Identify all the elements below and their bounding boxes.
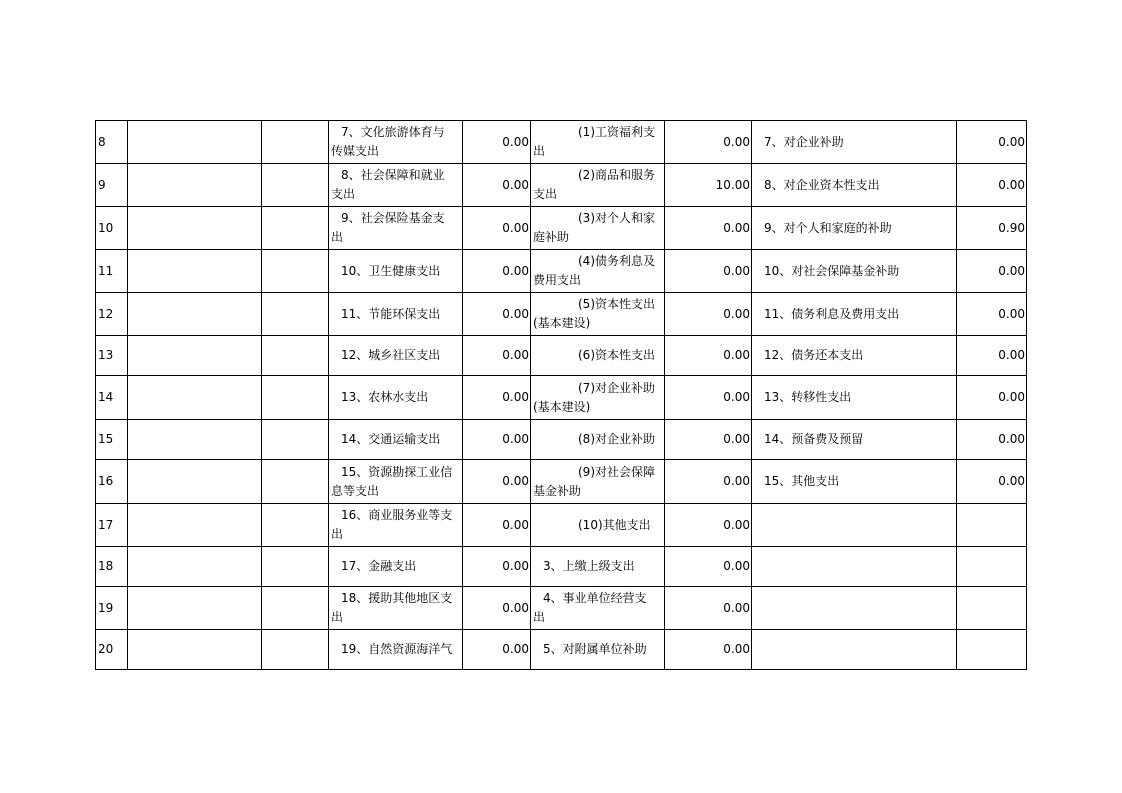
row-number: 12 <box>98 306 114 321</box>
row-number-cell <box>96 250 128 293</box>
row-number: 19 <box>98 600 114 615</box>
economic-value-cell: 0.00 <box>665 293 752 336</box>
expense-category-line1: 14、交通运输支出 <box>341 432 441 446</box>
empty-cell <box>262 336 329 376</box>
economic-value-cell: 0.00 <box>665 504 752 547</box>
economic-category-line2: 出 <box>533 144 546 158</box>
subsidy-category-cell: 8、对企业资本性支出 <box>752 164 957 207</box>
row-number-cell <box>96 376 128 420</box>
expense-value-cell: 0.00 <box>463 336 531 376</box>
economic-category-line2: (基本建设) <box>533 399 591 414</box>
expense-value-cell: 0.00 <box>463 376 531 420</box>
empty-cell <box>262 420 329 460</box>
subsidy-value-cell <box>957 547 1027 587</box>
expense-category-line1: 16、商业服务业等支 <box>341 508 453 522</box>
subsidy-value-cell: 0.90 <box>957 207 1027 250</box>
expense-category-line1: 9、社会保险基金支 <box>341 211 445 225</box>
expense-category-line1: 15、资源勘探工业信 <box>341 464 453 479</box>
expense-category-cell <box>329 376 463 420</box>
row-number-cell <box>96 587 128 630</box>
economic-category-cell <box>531 207 665 250</box>
subsidy-category-cell <box>752 547 957 587</box>
empty-cell <box>128 250 262 293</box>
expense-category-line2: 出 <box>331 230 344 244</box>
empty-cell <box>128 336 262 376</box>
expense-value-cell: 0.00 <box>463 164 531 207</box>
expense-category-cell <box>329 293 463 336</box>
row-number-cell <box>96 121 128 164</box>
expense-value-cell: 0.00 <box>463 420 531 460</box>
expense-category-cell <box>329 504 463 547</box>
economic-category-cell <box>531 504 665 547</box>
subsidy-value-cell: 0.00 <box>957 420 1027 460</box>
economic-value-cell: 0.00 <box>665 420 752 460</box>
expense-category-cell <box>329 121 463 164</box>
subsidy-value-cell: 0.00 <box>957 121 1027 164</box>
expense-category-cell <box>329 336 463 376</box>
economic-category-line1: 4、事业单位经营支 <box>543 591 647 605</box>
expense-category-cell <box>329 630 463 670</box>
subsidy-category-cell: 11、债务利息及费用支出 <box>752 293 957 336</box>
empty-cell <box>128 293 262 336</box>
empty-cell <box>262 587 329 630</box>
empty-cell <box>128 587 262 630</box>
economic-category-cell <box>531 336 665 376</box>
empty-cell <box>262 547 329 587</box>
subsidy-category-cell: 13、转移性支出 <box>752 376 957 420</box>
expense-category-line1: 10、卫生健康支出 <box>341 263 441 278</box>
economic-category-line1: (9)对社会保障 <box>578 464 655 479</box>
empty-cell <box>262 460 329 504</box>
table-body <box>96 121 1027 670</box>
subsidy-category-cell <box>752 504 957 547</box>
subsidy-value-cell: 0.00 <box>957 164 1027 207</box>
economic-category-cell <box>531 547 665 587</box>
expense-category-cell <box>329 250 463 293</box>
row-number: 15 <box>98 432 114 446</box>
economic-category-cell <box>531 293 665 336</box>
table-row <box>96 460 1027 504</box>
table-row <box>96 336 1027 376</box>
empty-cell <box>262 121 329 164</box>
table-row <box>96 547 1027 587</box>
economic-value-cell: 0.00 <box>665 460 752 504</box>
empty-cell <box>262 293 329 336</box>
expense-category-cell <box>329 547 463 587</box>
subsidy-value-cell <box>957 587 1027 630</box>
subsidy-category-cell <box>752 630 957 670</box>
economic-value-cell: 0.00 <box>665 121 752 164</box>
row-number: 17 <box>98 517 114 532</box>
empty-cell <box>128 547 262 587</box>
subsidy-category-cell: 12、债务还本支出 <box>752 336 957 376</box>
expense-category-cell <box>329 164 463 207</box>
table-row <box>96 121 1027 164</box>
row-number-cell <box>96 420 128 460</box>
economic-category-cell <box>531 376 665 420</box>
expense-value-cell: 0.00 <box>463 250 531 293</box>
economic-category-line1: (5)资本性支出 <box>578 297 655 311</box>
economic-value-cell: 10.00 <box>665 164 752 207</box>
expense-category-line2: 出 <box>331 527 344 541</box>
expense-value-cell: 0.00 <box>463 587 531 630</box>
expense-category-line2: 出 <box>331 610 344 624</box>
expense-value-cell: 0.00 <box>463 547 531 587</box>
row-number: 11 <box>98 263 114 278</box>
expense-category-line1: 7、文化旅游体育与 <box>341 125 445 139</box>
expense-category-line2: 息等支出 <box>331 483 380 498</box>
empty-cell <box>128 420 262 460</box>
table-row <box>96 587 1027 630</box>
table-row <box>96 164 1027 207</box>
subsidy-category-cell: 10、对社会保障基金补助 <box>752 250 957 293</box>
economic-category-line1: (2)商品和服务 <box>578 168 655 182</box>
economic-category-line1: 5、对附属单位补助 <box>543 642 647 656</box>
row-number-cell <box>96 164 128 207</box>
empty-cell <box>128 207 262 250</box>
empty-cell <box>262 164 329 207</box>
empty-cell <box>262 504 329 547</box>
empty-cell <box>128 630 262 670</box>
expense-category-cell <box>329 420 463 460</box>
expense-value-cell: 0.00 <box>463 460 531 504</box>
subsidy-value-cell: 0.00 <box>957 293 1027 336</box>
row-number: 14 <box>98 390 114 404</box>
economic-category-line1: (4)债务利息及 <box>578 254 655 268</box>
row-number-cell <box>96 547 128 587</box>
table-row <box>96 420 1027 460</box>
subsidy-value-cell: 0.00 <box>957 376 1027 420</box>
subsidy-value-cell: 0.00 <box>957 250 1027 293</box>
economic-category-line2: 基金补助 <box>533 483 582 498</box>
expense-category-line1: 12、城乡社区支出 <box>341 348 441 362</box>
expense-value-cell: 0.00 <box>463 207 531 250</box>
expense-category-cell <box>329 587 463 630</box>
economic-value-cell: 0.00 <box>665 250 752 293</box>
expense-category-cell <box>329 207 463 250</box>
economic-category-line2: 出 <box>533 610 546 624</box>
economic-category-line1: (1)工资福利支 <box>578 125 655 139</box>
row-number: 18 <box>98 559 114 573</box>
empty-cell <box>128 164 262 207</box>
economic-value-cell: 0.00 <box>665 547 752 587</box>
expense-value-cell: 0.00 <box>463 504 531 547</box>
economic-value-cell: 0.00 <box>665 336 752 376</box>
row-number: 8 <box>98 134 106 149</box>
subsidy-category-cell <box>752 587 957 630</box>
row-number-cell <box>96 293 128 336</box>
expense-category-line2: 支出 <box>331 187 356 201</box>
empty-cell <box>262 630 329 670</box>
empty-cell <box>128 121 262 164</box>
empty-cell <box>262 250 329 293</box>
economic-value-cell: 0.00 <box>665 207 752 250</box>
expense-category-line1: 17、金融支出 <box>341 559 417 573</box>
row-number: 13 <box>98 348 114 362</box>
economic-category-line2: (基本建设) <box>533 316 591 330</box>
empty-cell <box>128 460 262 504</box>
table-row <box>96 504 1027 547</box>
empty-cell <box>128 376 262 420</box>
economic-category-cell <box>531 250 665 293</box>
economic-category-line1: (8)对企业补助 <box>578 432 655 446</box>
expense-value-cell: 0.00 <box>463 630 531 670</box>
row-number: 9 <box>98 177 106 192</box>
economic-category-cell <box>531 587 665 630</box>
economic-value-cell: 0.00 <box>665 587 752 630</box>
subsidy-value-cell <box>957 630 1027 670</box>
economic-category-cell <box>531 121 665 164</box>
economic-category-line2: 支出 <box>533 187 558 201</box>
expense-category-line2: 传媒支出 <box>331 144 380 158</box>
economic-category-line2: 庭补助 <box>533 230 570 244</box>
subsidy-category-cell: 7、对企业补助 <box>752 121 957 164</box>
expense-category-cell <box>329 460 463 504</box>
row-number-cell <box>96 460 128 504</box>
economic-category-line1: (3)对个人和家 <box>578 211 655 225</box>
empty-cell <box>262 376 329 420</box>
row-number-cell <box>96 207 128 250</box>
expense-category-line1: 11、节能环保支出 <box>341 306 441 321</box>
subsidy-value-cell: 0.00 <box>957 336 1027 376</box>
economic-category-cell <box>531 420 665 460</box>
subsidy-category-cell: 15、其他支出 <box>752 460 957 504</box>
table-row <box>96 250 1027 293</box>
expense-value-cell: 0.00 <box>463 121 531 164</box>
economic-category-line1: (6)资本性支出 <box>578 348 655 362</box>
table-row <box>96 630 1027 670</box>
table-row <box>96 293 1027 336</box>
row-number-cell <box>96 504 128 547</box>
economic-category-line2: 费用支出 <box>533 273 582 287</box>
row-number: 10 <box>98 220 114 235</box>
economic-category-cell <box>531 630 665 670</box>
subsidy-category-cell: 9、对个人和家庭的补助 <box>752 207 957 250</box>
economic-value-cell: 0.00 <box>665 630 752 670</box>
economic-category-cell <box>531 164 665 207</box>
table-row <box>96 376 1027 420</box>
subsidy-category-cell: 14、预备费及预留 <box>752 420 957 460</box>
table-row <box>96 207 1027 250</box>
row-number-cell <box>96 630 128 670</box>
subsidy-value-cell: 0.00 <box>957 460 1027 504</box>
row-number-cell <box>96 336 128 376</box>
expense-category-line1: 8、社会保障和就业 <box>341 168 445 182</box>
expense-value-cell: 0.00 <box>463 293 531 336</box>
economic-category-line1: (7)对企业补助 <box>578 380 655 395</box>
economic-category-cell <box>531 460 665 504</box>
row-number: 20 <box>98 642 114 656</box>
empty-cell <box>128 504 262 547</box>
economic-category-line1: 3、上缴上级支出 <box>543 559 635 573</box>
empty-cell <box>262 207 329 250</box>
economic-category-line1: (10)其他支出 <box>578 517 651 532</box>
expense-category-line1: 18、援助其他地区支 <box>341 591 453 605</box>
subsidy-value-cell <box>957 504 1027 547</box>
expense-category-line1: 13、农林水支出 <box>341 390 429 404</box>
row-number: 16 <box>98 474 114 488</box>
economic-value-cell: 0.00 <box>665 376 752 420</box>
budget-table <box>95 120 1027 670</box>
expense-category-line1: 19、自然资源海洋气 <box>341 642 453 656</box>
